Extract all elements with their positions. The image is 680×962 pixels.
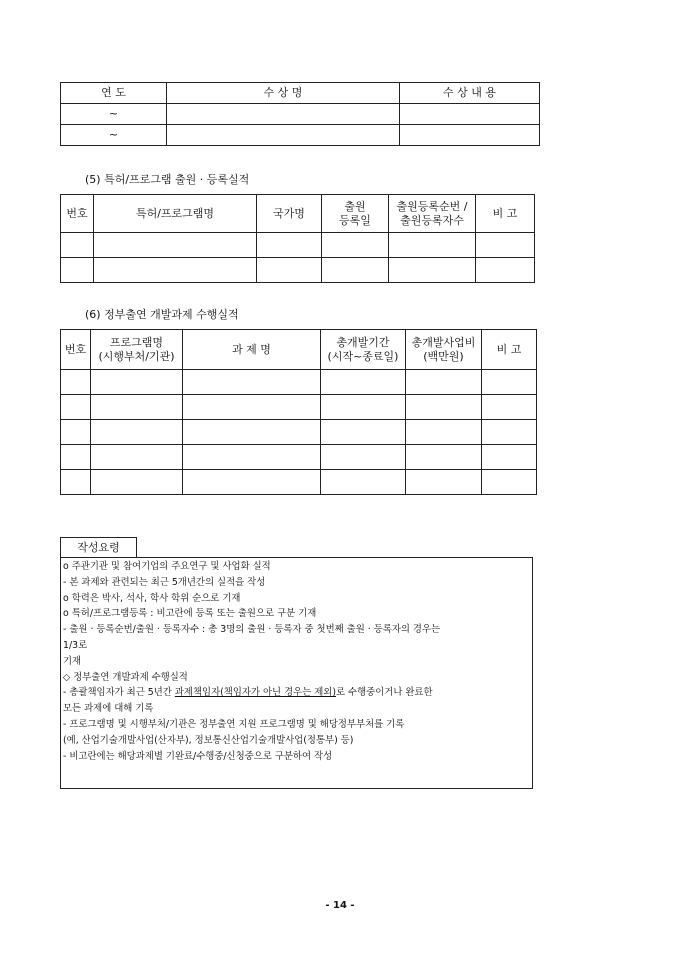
table-cell: [406, 470, 482, 495]
project-header-program: 프로그램명 (시행부처/기관): [91, 330, 183, 370]
table-row: [61, 370, 537, 395]
table-cell: [91, 395, 183, 420]
guide-box: [60, 557, 533, 789]
table-cell: [61, 420, 91, 445]
table-cell: [91, 370, 183, 395]
guide-line: o 특허/프로그램등록 : 비고란에 등록 또는 출원으로 구분 기재: [63, 608, 317, 620]
table-cell: [406, 420, 482, 445]
table-cell: [91, 470, 183, 495]
table-cell: [91, 445, 183, 470]
guide-line: 1/3로: [63, 639, 88, 651]
project-header-period: 총개발기간 (시작~종료일): [321, 330, 406, 370]
patent-header-note: 비 고: [476, 195, 535, 233]
table-cell: [406, 445, 482, 470]
patent-header-date: 출원 등록일: [322, 195, 389, 233]
patent-header-number: 번호: [61, 195, 94, 233]
table-cell: [482, 395, 537, 420]
table-row: [61, 258, 535, 283]
table-cell: [183, 370, 321, 395]
table-cell: [322, 258, 389, 283]
guide-line: - 본 과제와 관련되는 최근 5개년간의 실적을 작성: [63, 576, 266, 588]
patent-header-order: 출원등록순번 / 출원등록자수: [389, 195, 476, 233]
project-header-budget: 총개발사업비 (백만원): [406, 330, 482, 370]
table-cell: [61, 445, 91, 470]
table-row: [61, 420, 537, 445]
page-number: - 14 -: [325, 900, 355, 911]
table-cell: ~: [61, 104, 167, 125]
patent-table: [60, 194, 535, 283]
project-table: [60, 329, 537, 495]
table-cell: [389, 233, 476, 258]
project-header-row: [61, 330, 537, 370]
table-row: [61, 104, 540, 125]
table-cell: [476, 258, 535, 283]
table-cell: [406, 395, 482, 420]
table-cell: [389, 258, 476, 283]
guide-text: - 총괄책임자가 최근 5년간: [63, 687, 175, 699]
table-cell: [94, 258, 257, 283]
guide-line: o 학력은 박사, 석사, 학사 학위 순으로 기재: [63, 592, 241, 604]
table-cell: [94, 233, 257, 258]
guide-line: 모든 과제에 대해 기록: [63, 703, 154, 715]
table-row: [61, 445, 537, 470]
award-header-row: [61, 83, 540, 104]
table-cell: [61, 395, 91, 420]
patent-header-row: [61, 195, 535, 233]
table-cell: [257, 233, 322, 258]
patent-header-name: 특허/프로그램명: [94, 195, 257, 233]
guide-underlined-text: 과제책임자(책임자가 아닌 경우는 제외): [174, 687, 337, 699]
table-cell: [167, 125, 400, 146]
table-row: [61, 470, 537, 495]
table-cell: [476, 233, 535, 258]
award-header-content: 수 상 내 용: [400, 83, 540, 104]
guide-line: [63, 685, 532, 701]
table-cell: [321, 470, 406, 495]
project-header-number: 번호: [61, 330, 91, 370]
guide-line: - 출원 · 등록순번/출원 · 등록자수 : 총 3명의 출원 · 등록자 중 첫번째 출원 · 등록자의 경우는: [63, 624, 441, 636]
table-cell: [61, 370, 91, 395]
table-cell: [257, 258, 322, 283]
guide-line: (예, 산업기술개발사업(산자부), 정보통신산업기술개발사업(정통부) 등): [63, 734, 354, 746]
table-cell: [322, 233, 389, 258]
table-row: [61, 233, 535, 258]
table-cell: [183, 420, 321, 445]
award-table: [60, 82, 540, 146]
guide-line: - 프로그램명 및 시행부처/기관은 정부출연 지원 프로그램명 및 해당정부부처를 기록: [63, 718, 405, 730]
project-header-title: 과 제 명: [183, 330, 321, 370]
table-cell: [321, 445, 406, 470]
table-cell: [482, 470, 537, 495]
table-cell: [183, 445, 321, 470]
guide-tab: 작성요령: [60, 537, 137, 558]
project-header-note: 비 고: [482, 330, 537, 370]
guide-line: 기재: [63, 655, 82, 667]
patent-header-country: 국가명: [257, 195, 322, 233]
table-cell: [61, 258, 94, 283]
table-cell: [321, 420, 406, 445]
table-cell: ~: [61, 125, 167, 146]
guide-line: o 주관기관 및 참여기업의 주요연구 및 사업화 실적: [63, 561, 271, 572]
table-cell: [61, 233, 94, 258]
table-cell: [183, 395, 321, 420]
guide-line: - 비고란에는 해당과제별 기완료/수행중/신청중으로 구분하여 작성: [63, 750, 333, 762]
award-header-year: 연 도: [61, 83, 167, 104]
table-cell: [482, 445, 537, 470]
table-cell: [321, 370, 406, 395]
table-row: [61, 125, 540, 146]
table-cell: [91, 420, 183, 445]
table-cell: [406, 370, 482, 395]
table-cell: [183, 470, 321, 495]
guide-line: ◇ 정부출연 개발과제 수행실적: [63, 671, 188, 683]
patent-section-title: (5) 특허/프로그램 출원 · 등록실적: [85, 173, 250, 186]
table-cell: [400, 125, 540, 146]
table-cell: [321, 395, 406, 420]
table-cell: [482, 370, 537, 395]
table-cell: [400, 104, 540, 125]
table-cell: [167, 104, 400, 125]
table-row: [61, 395, 537, 420]
guide-text: 로 수행중이거나 완료한: [336, 687, 433, 699]
table-cell: [482, 420, 537, 445]
table-cell: [61, 470, 91, 495]
project-section-title: (6) 정부출연 개발과제 수행실적: [85, 308, 239, 321]
award-header-name: 수 상 명: [167, 83, 400, 104]
